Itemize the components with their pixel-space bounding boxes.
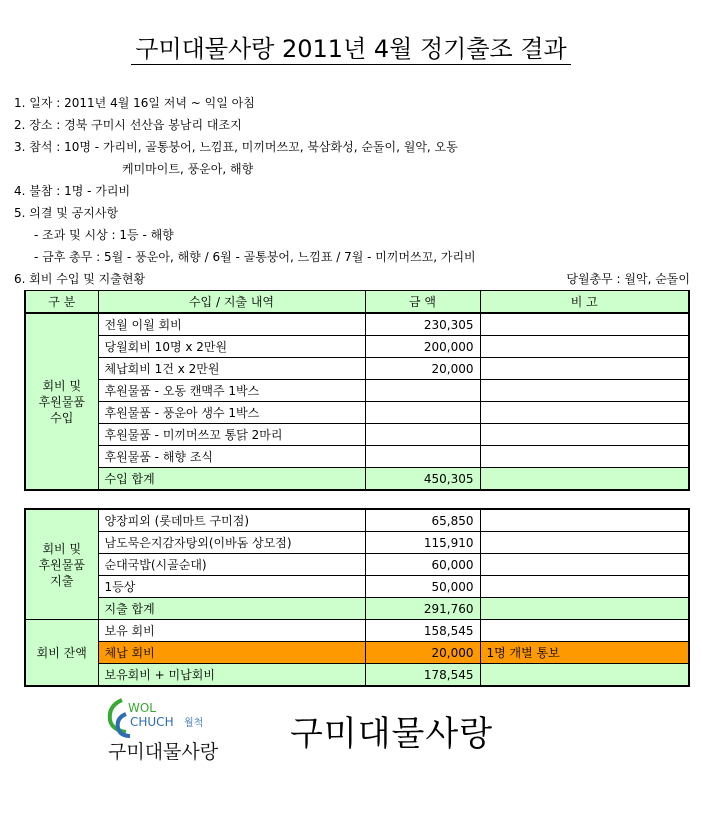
- row-item: 체납 회비: [98, 642, 365, 664]
- row-item: 양장피외 (롯데마트 구미점): [98, 509, 365, 532]
- table-row: [25, 380, 689, 402]
- table-row: [25, 620, 689, 642]
- row-note: [480, 620, 689, 642]
- expense-table: [24, 508, 690, 687]
- row-item: 1등상: [98, 576, 365, 598]
- row-amount: 20,000: [365, 642, 480, 664]
- row-amount: [365, 424, 480, 446]
- header-category: 구 분: [25, 291, 98, 314]
- row-item: 순대국밥(시골순대): [98, 554, 365, 576]
- info-treasurer: - 금후 총무 : 5월 - 풍운아, 해향 / 6월 - 골통붕어, 느낌표 / 7월 - 미끼머쓰꼬, 가리비: [34, 250, 476, 264]
- row-item: 보유 회비: [98, 620, 365, 642]
- row-item: 후원물품 - 오동 캔맥주 1박스: [98, 380, 365, 402]
- table-row: [25, 509, 689, 532]
- header-amount: 금 액: [365, 291, 480, 314]
- unpaid-row: [25, 642, 689, 664]
- table-row: [25, 424, 689, 446]
- row-note: [480, 313, 689, 336]
- balance-total-row: [25, 664, 689, 687]
- info-section: [14, 92, 694, 290]
- row-note: [480, 509, 689, 532]
- row-amount: 65,850: [365, 509, 480, 532]
- logo-graphic: [104, 692, 224, 772]
- total-note: [480, 468, 689, 491]
- header-note: 비 고: [480, 291, 689, 314]
- row-item: 후원물품 - 미끼머쓰꼬 통닭 2마리: [98, 424, 365, 446]
- row-amount: 20,000: [365, 358, 480, 380]
- row-amount: 50,000: [365, 576, 480, 598]
- club-logo: [104, 692, 224, 772]
- row-amount: [365, 380, 480, 402]
- row-amount: 60,000: [365, 554, 480, 576]
- total-label: 지출 합계: [98, 598, 365, 620]
- row-note: 1명 개별 통보: [480, 642, 689, 664]
- expense-total-row: [25, 598, 689, 620]
- row-note: [480, 380, 689, 402]
- row-amount: 158,545: [365, 620, 480, 642]
- row-note: [480, 532, 689, 554]
- row-amount: [365, 446, 480, 468]
- row-item: 후원물품 - 해향 조식: [98, 446, 365, 468]
- monthly-treasurer: 당월총무 : 월악, 순돌이: [566, 272, 690, 286]
- table-row: [25, 554, 689, 576]
- row-item: 당월회비 10명 x 2만원: [98, 336, 365, 358]
- row-note: [480, 402, 689, 424]
- club-name: 구미대물사랑: [290, 714, 494, 754]
- logo-text-name: 구미대물사랑: [108, 741, 219, 763]
- total-note: [480, 598, 689, 620]
- logo-text-small: 월척: [184, 718, 204, 729]
- row-amount: 200,000: [365, 336, 480, 358]
- info-absent: 4. 불참 : 1명 - 가리비: [14, 184, 131, 198]
- row-item: 체납회비 1건 x 2만원: [98, 358, 365, 380]
- table-header-row: [25, 291, 689, 314]
- category-balance: 회비 잔액: [25, 620, 98, 687]
- info-attendance-cont: 케미마이트, 풍운아, 해향: [122, 162, 254, 176]
- total-amount: 450,305: [365, 468, 480, 491]
- row-item: 후원물품 - 풍운아 생수 1박스: [98, 402, 365, 424]
- row-note: [480, 336, 689, 358]
- header-detail: 수입 / 지출 내역: [98, 291, 365, 314]
- row-amount: 230,305: [365, 313, 480, 336]
- info-place: 2. 장소 : 경북 구미시 선산읍 봉남리 대조지: [14, 118, 242, 132]
- info-date: 1. 일자 : 2011년 4월 16일 저녁 ~ 익일 아침: [14, 96, 255, 110]
- row-note: [480, 576, 689, 598]
- info-award: - 조과 및 시상 : 1등 - 해향: [34, 228, 174, 242]
- table-row: [25, 576, 689, 598]
- table-row: [25, 446, 689, 468]
- logo-text-2: CHUCH: [130, 715, 174, 729]
- row-amount: [365, 402, 480, 424]
- row-note: [480, 664, 689, 687]
- row-item: 남도묵은지감자탕외(이바돔 상모점): [98, 532, 365, 554]
- info-finance-heading: 6. 회비 수입 및 지출현황 당월총무 : 월악, 순돌이: [14, 268, 694, 290]
- row-item: 보유회비 + 미납회비: [98, 664, 365, 687]
- info-attendance: 3. 참석 : 10명 - 가리비, 골통붕어, 느낌표, 미끼머쓰꼬, 북삼화성, 순돌이, 월악, 오동: [14, 140, 458, 154]
- table-row: [25, 402, 689, 424]
- total-amount: 291,760: [365, 598, 480, 620]
- row-item: 전월 이월 회비: [98, 313, 365, 336]
- table-row: [25, 532, 689, 554]
- table-row: [25, 358, 689, 380]
- table-row: [25, 336, 689, 358]
- table-row: [25, 313, 689, 336]
- row-amount: 178,545: [365, 664, 480, 687]
- logo-text-1: WOL: [128, 701, 156, 715]
- category-expense: 회비 및 후원물품 지출: [25, 509, 98, 620]
- row-note: [480, 446, 689, 468]
- income-table: [24, 290, 690, 491]
- row-note: [480, 554, 689, 576]
- page-title: 구미대물사랑 2011년 4월 정기출조 결과: [0, 34, 702, 65]
- row-note: [480, 358, 689, 380]
- row-note: [480, 424, 689, 446]
- category-income: 회비 및 후원물품 수입: [25, 313, 98, 490]
- total-label: 수입 합계: [98, 468, 365, 491]
- income-total-row: [25, 468, 689, 491]
- info-resolution: 5. 의결 및 공지사항: [14, 206, 119, 220]
- row-amount: 115,910: [365, 532, 480, 554]
